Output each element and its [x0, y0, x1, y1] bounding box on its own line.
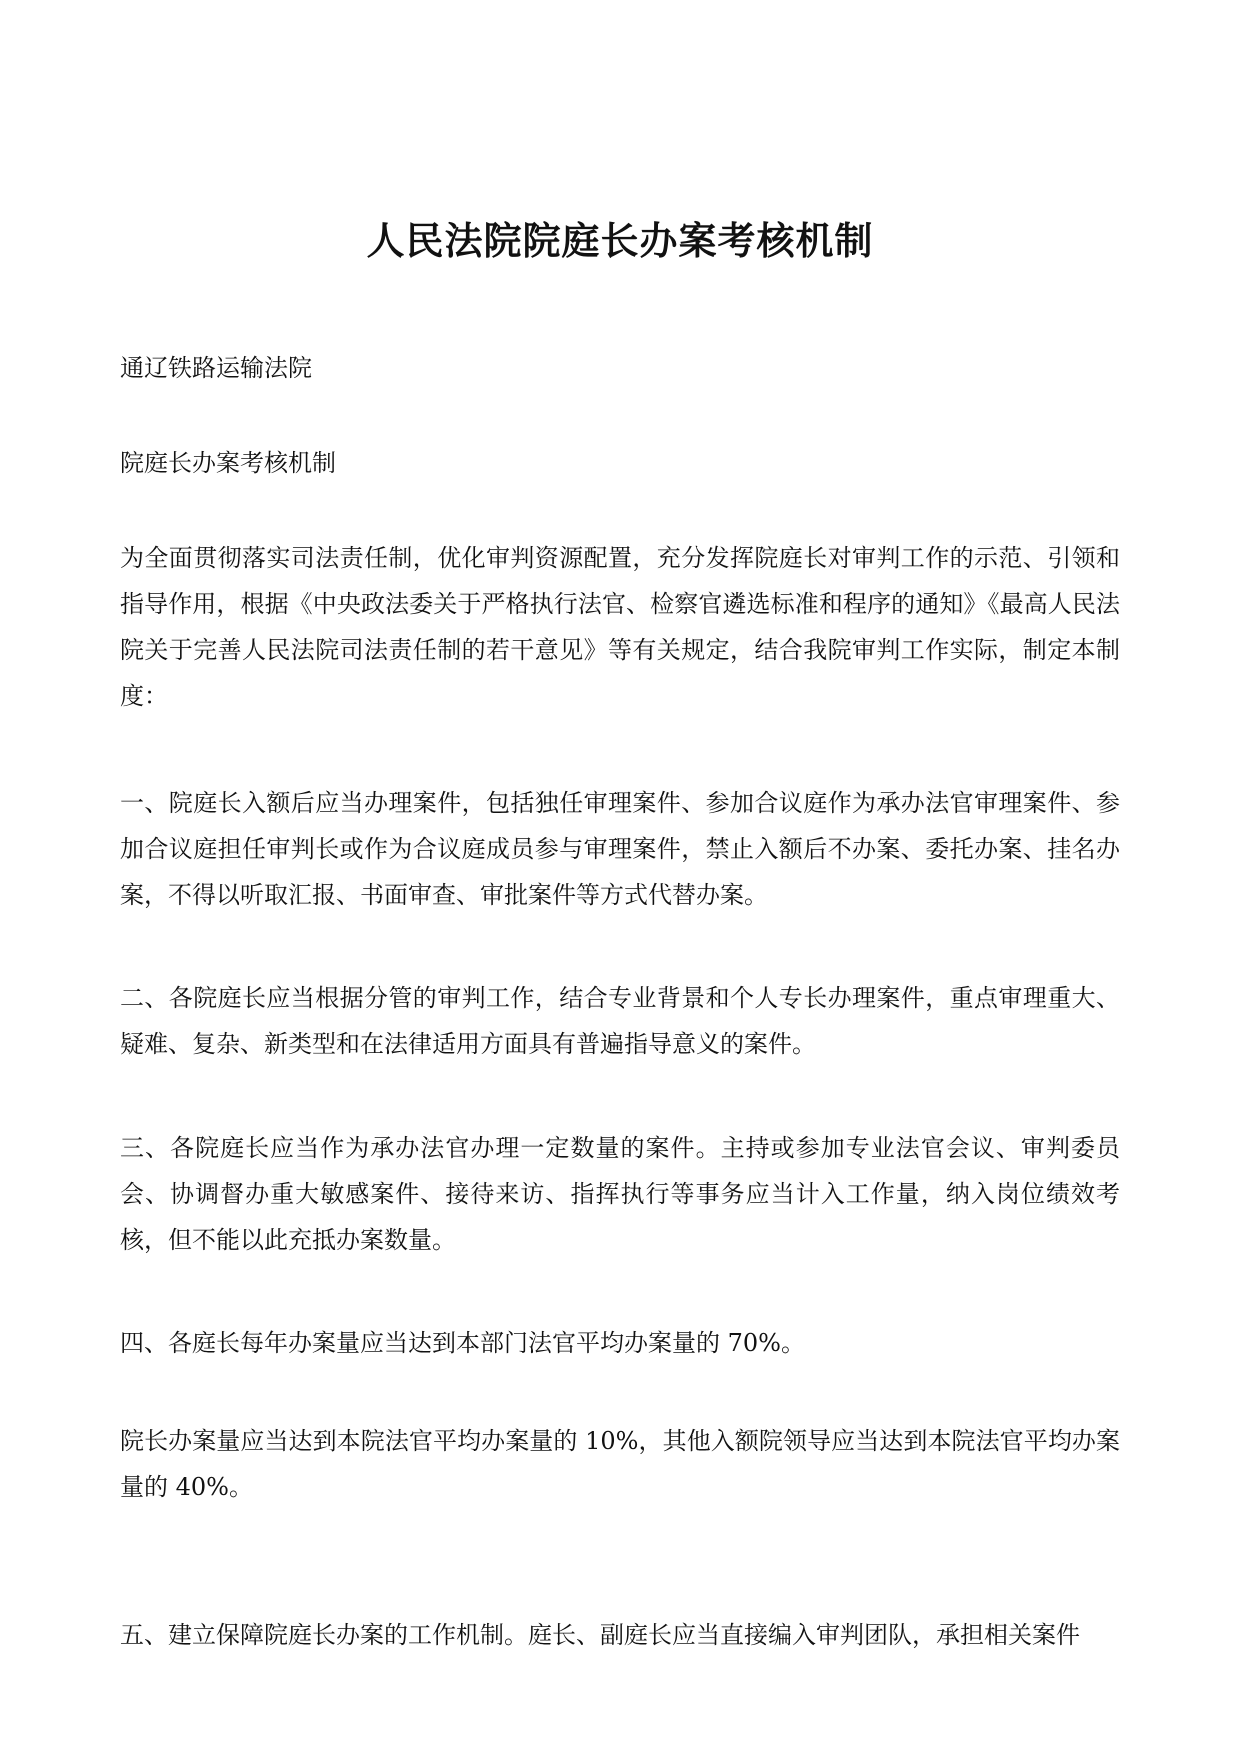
issuing-organization: 通辽铁路运输法院 — [120, 354, 312, 382]
clause-1-paragraph: 一、院庭长入额后应当办理案件，包括独任审理案件、参加合议庭作为承办法官审理案件、参加合议庭担任审判长或作为合议庭成员参与审理案件，禁止入额后不办案、委托办案、挂名办案，不得以听取汇报、书面审查、审批案件等方式代替办案。 — [120, 789, 1120, 909]
clause-3-paragraph: 三、各院庭长应当作为承办法官办理一定数量的案件。主持或参加专业法官会议、审判委员会、协调督办重大敏感案件、接待来访、指挥执行等事务应当计入工作量，纳入岗位绩效考核，但不能以此充抵办案数量。 — [120, 1134, 1120, 1254]
clause-2-paragraph: 二、各院庭长应当根据分管的审判工作，结合专业背景和个人专长办理案件，重点审理重大、疑难、复杂、新类型和在法律适用方面具有普遍指导意义的案件。 — [120, 984, 1120, 1058]
document-title: 人民法院院庭长办案考核机制 — [366, 218, 874, 263]
clause-4-paragraph: 四、各庭长每年办案量应当达到本部门法官平均办案量的 70%。 — [120, 1329, 805, 1357]
intro-paragraph: 为全面贯彻落实司法责任制，优化审判资源配置，充分发挥院庭长对审判工作的示范、引领和指导作用，根据《中央政法委关于严格执行法官、检察官遴选标准和程序的通知》《最高人民法院关于完善人民法院司法责任制的若干意见》等有关规定，结合我院审判工作实际，制定本制度： — [120, 544, 1120, 710]
clause-4-supplement-paragraph: 院长办案量应当达到本院法官平均办案量的 10%，其他入额院领导应当达到本院法官平均办案量的 40%。 — [120, 1427, 1120, 1501]
document-subtitle: 院庭长办案考核机制 — [120, 449, 336, 477]
clause-5-paragraph: 五、建立保障院庭长办案的工作机制。庭长、副庭长应当直接编入审判团队，承担相关案件 — [120, 1621, 1080, 1649]
